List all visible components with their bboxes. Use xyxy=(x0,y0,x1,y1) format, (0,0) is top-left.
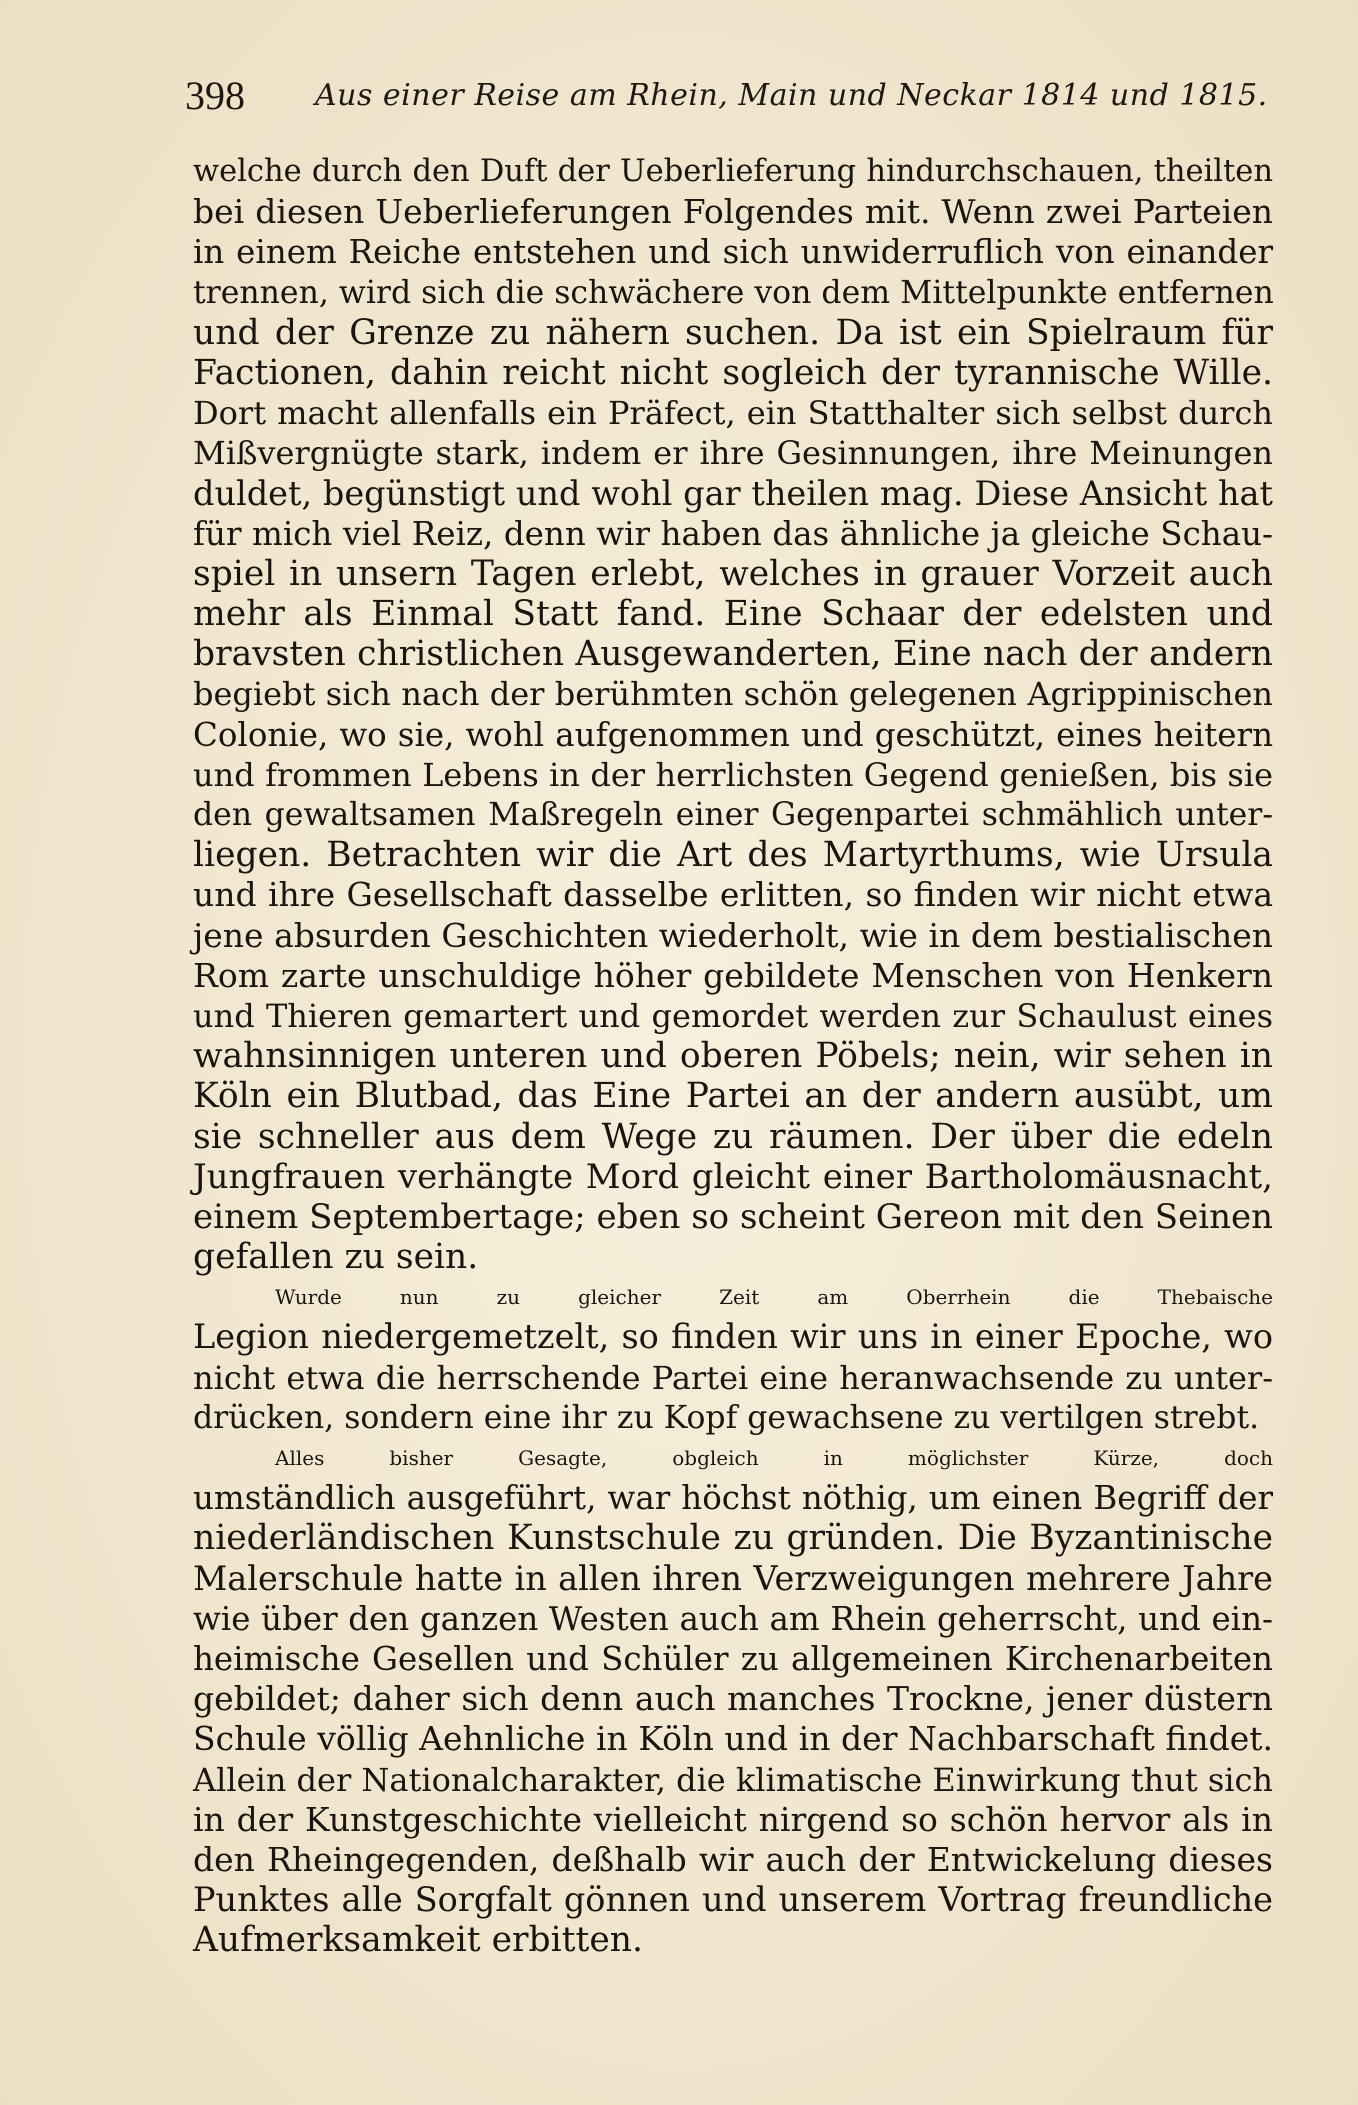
text-line: Aufmerksamkeit erbitten. xyxy=(193,1920,643,1961)
text-line: gebildet; daher sich denn auch manches Trockne, jener düstern xyxy=(193,1679,1273,1719)
text-line: bravsten christlichen Ausgewanderten, Eine nach der andern xyxy=(193,634,1273,675)
text-line: Jungfrauen verhängte Mord gleicht einer Bartholomäusnacht, xyxy=(193,1156,1273,1197)
text-line: Factionen, dahin reicht nicht sogleich der tyrannische Wille. xyxy=(193,352,1273,393)
text-line: liegen. Betrachten wir die Art des Martyrthums, wie Ursula xyxy=(193,835,1273,876)
page-number: 398 xyxy=(185,73,245,118)
text-line: bei diesen Ueberlieferungen Folgendes mit. Wenn zwei Parteien xyxy=(193,192,1273,232)
text-line: mehr als Einmal Statt fand. Eine Schaar der edelsten und xyxy=(193,594,1273,635)
text-line: welche durch den Duft der Ueberlieferung hindurchschauen, theilten xyxy=(193,154,1273,189)
text-line: Wurde nun zu gleicher Zeit am Oberrhein die Thebaische xyxy=(275,1285,1273,1310)
text-line: in der Kunstgeschichte vielleicht nirgend so schön hervor als in xyxy=(193,1799,1273,1839)
text-line: duldet, begünstigt und wohl gar theilen mag. Diese Ansicht hat xyxy=(193,473,1273,513)
text-line: Köln ein Blutbad, das Eine Partei an der andern ausübt, um xyxy=(193,1076,1273,1117)
text-line: und ihre Gesellschaft dasselbe erlitten, so finden wir nicht etwa xyxy=(193,875,1273,915)
text-line: und der Grenze zu nähern suchen. Da ist ein Spielraum für xyxy=(193,312,1273,353)
text-line: und Thieren gemartert und gemordet werden zur Schaulust eines xyxy=(193,996,1273,1035)
text-line: den Rheingegenden, deßhalb wir auch der Entwickelung dieses xyxy=(193,1839,1273,1879)
text-line: Schule völlig Aehnliche in Köln und in der Nachbarschaft findet. xyxy=(193,1719,1273,1759)
text-line: und frommen Lebens in der herrlichsten Gegend genießen, bis sie xyxy=(193,755,1273,794)
text-line: Mißvergnügte stark, indem er ihre Gesinnungen, ihre Meinungen xyxy=(193,434,1273,473)
text-line: den gewaltsamen Maßregeln einer Gegenpartei schmählich unter- xyxy=(193,797,1273,833)
text-line: Malerschule hatte in allen ihren Verzweigungen mehrere Jahre xyxy=(193,1558,1273,1598)
text-line: Dort macht allenfalls ein Präfect, ein Statthalter sich selbst durch xyxy=(193,394,1273,433)
text-line: heimische Gesellen und Schüler zu allgemeinen Kirchenarbeiten xyxy=(193,1639,1273,1678)
text-line: Rom zarte unschuldige höher gebildete Menschen von Henkern xyxy=(193,955,1273,995)
text-line: wie über den ganzen Westen auch am Rhein geherrscht, und ein- xyxy=(193,1599,1273,1638)
text-line: Legion niedergemetzelt, so finden wir uns in einer Epoche, wo xyxy=(193,1317,1273,1357)
text-line: einem Septembertage; eben so scheint Gereon mit den Seinen xyxy=(193,1196,1273,1237)
body-text xyxy=(193,152,1273,1960)
text-line: für mich viel Reiz, denn wir haben das ähnliche ja gleiche Schau- xyxy=(193,514,1273,553)
text-line: Alles bisher Gesagte, obgleich in möglichster Kürze, doch xyxy=(275,1446,1273,1470)
text-line: Allein der Nationalcharakter, die klimatische Einwirkung thut sich xyxy=(193,1760,1274,1799)
text-line: drücken, sondern eine ihr zu Kopf gewachsene zu vertilgen strebt. xyxy=(193,1399,1260,1436)
text-line: nicht etwa die herrschende Partei eine heranwachsende zu unter- xyxy=(193,1358,1273,1397)
page-header xyxy=(185,72,1285,122)
text-line: gefallen zu sein. xyxy=(193,1237,479,1278)
text-line: Punktes alle Sorgfalt gönnen und unserem Vortrag freundliche xyxy=(193,1880,1273,1920)
text-line: niederländischen Kunstschule zu gründen. Die Byzantinische xyxy=(193,1518,1273,1559)
text-line: umständlich ausgeführt, war höchst nöthig, um einen Begriff der xyxy=(193,1479,1273,1518)
running-title: Aus einer Reise am Rhein, Main und Neckar 1814 und 1815. xyxy=(315,78,1268,113)
text-line: jene absurden Geschichten wiederholt, wie in dem bestialischen xyxy=(193,915,1273,955)
text-line: Colonie, wo sie, wohl aufgenommen und geschützt, eines heitern xyxy=(193,715,1273,754)
text-line: spiel in unsern Tagen erlebt, welches in grauer Vorzeit auch xyxy=(193,553,1273,594)
text-line: in einem Reiche entstehen und sich unwiderruflich von einander xyxy=(193,233,1273,272)
text-line: sie schneller aus dem Wege zu räumen. Der über die edeln xyxy=(193,1116,1273,1157)
text-line: wahnsinnigen unteren und oberen Pöbels; nein, wir sehen in xyxy=(193,1036,1273,1077)
text-line: trennen, wird sich die schwächere von dem Mittelpunkte entfernen xyxy=(193,274,1274,311)
text-line: begiebt sich nach der berühmten schön gelegenen Agrippinischen xyxy=(193,675,1273,714)
